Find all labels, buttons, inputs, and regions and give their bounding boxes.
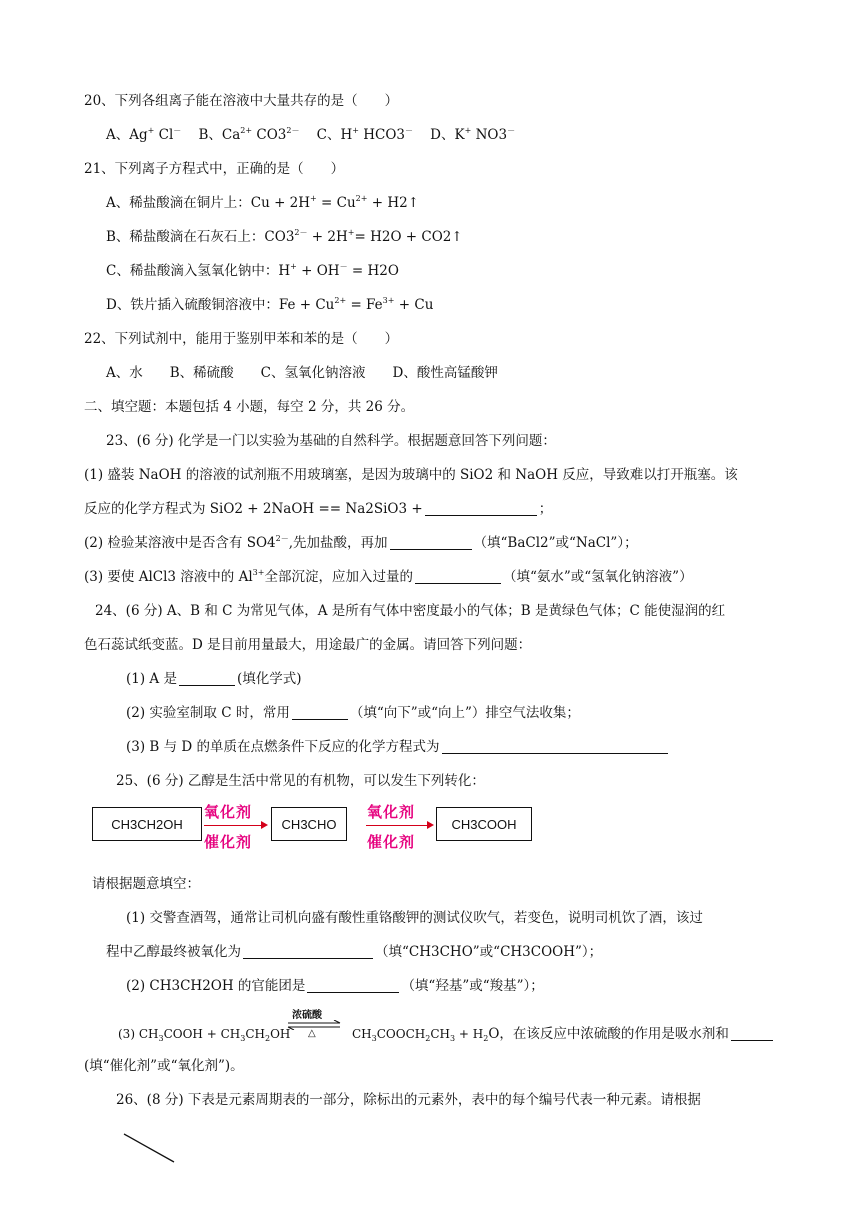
oxidant-label-1: 氧化剂: [204, 803, 253, 821]
q21-option-c: C、稀盐酸滴入氢氧化钠中：H+ + OH－ = H2O: [106, 262, 399, 279]
q23-part2: (2) 检验某溶液中是否含有 $SO4^{2-}$,先加盐酸，再加 （填“BaCl2”或“NaCl”）；: [84, 534, 638, 551]
q22-stem: 22、下列试剂中，能用于鉴别甲苯和苯的是（ ）: [84, 331, 399, 347]
answer-blank[interactable]: [415, 569, 501, 584]
answer-blank[interactable]: [442, 739, 668, 754]
catalyst-label-1: 催化剂: [204, 833, 253, 851]
answer-blank[interactable]: [243, 944, 373, 959]
answer-blank[interactable]: [425, 501, 537, 516]
q21-option-d: D、铁片插入硫酸铜溶液中：$Fe + Cu^{2+} = Fe^{3+} + Cu$: [106, 296, 434, 313]
q21-option-a: A、稀盐酸滴在铜片上：$Cu + 2H^+ = Cu^{2+}$ + H2↑: [106, 194, 420, 211]
q25-part1-line1: (1) 交警查酒驾，通常让司机向盛有酸性重铬酸钾的测试仪吹气，若变色，说明司机饮了酒，该过: [126, 910, 703, 926]
q25-intro: 请根据题意填空：: [92, 876, 200, 892]
q23-part1-line1: (1) 盛装 NaOH 的溶液的试剂瓶不用玻璃塞，是因为玻璃中的 SiO2 和 NaOH 反应，导致难以打开瓶塞。该: [84, 467, 738, 483]
q25-stem: 25、(6 分) 乙醇是生活中常见的有机物，可以发生下列转化：: [116, 773, 485, 789]
q25-part3-left: (3) $CH_3COOH + CH_3CH_2OH$: [118, 1027, 291, 1043]
reversible-arrow: [286, 1006, 344, 1042]
catalyst-label-2: 催化剂: [367, 833, 416, 851]
q26-stem: 26、(8 分) 下表是元素周期表的一部分，除标出的元素外，表中的每个编号代表一种元素。请根据: [116, 1092, 701, 1108]
q24-part1: (1) A 是 (填化学式): [126, 671, 302, 687]
q24-part3: (3) B 与 D 的单质在点燃条件下反应的化学方程式为: [126, 737, 670, 757]
q25-part3-line2: (填“催化剂”或“氧化剂”)。: [84, 1058, 244, 1074]
answer-blank[interactable]: [307, 978, 399, 993]
q23-part3: (3) 要使 AlCl3 溶液中的 $Al^{3+}$全部沉淀，应加入过量的 （填“氨水”或“氢氧化钠溶液”）: [84, 568, 693, 585]
q23-part1-line2: 反应的化学方程式为 SiO2 + 2NaOH == Na2SiO3 + ；: [84, 501, 553, 517]
answer-blank[interactable]: [179, 671, 235, 686]
q25-part3-right: $CH_3COOCH_2CH_3 + H_2O$，在该反应中浓硫酸的作用是吸水剂和: [352, 1024, 775, 1044]
q25-part1-line2: 程中乙醇最终被氧化为 （填“CH3CHO”或“CH3COOH”）；: [106, 944, 603, 960]
q24-part2: (2) 实验室制取 C 时，常用 （填“向下”或“向上”）排空气法收集；: [126, 705, 580, 721]
reaction-arrow-2: [366, 825, 432, 826]
q20-options: A、Ag+ Cl－ B、$Ca^{2+}$ $CO3^{2-}$ C、H+ HCO3－ D、K+ NO3－: [106, 126, 516, 143]
q20-stem: 20、下列各组离子能在溶液中大量共存的是（ ）: [84, 93, 399, 109]
reaction-arrow-1: [204, 825, 266, 826]
table-diagonal-line: [120, 1130, 180, 1168]
q25-part2: (2) CH3CH2OH 的官能团是 （填“羟基”或“羧基”）；: [126, 978, 544, 994]
q23-stem: 23、(6 分) 化学是一门以实验为基础的自然科学。根据题意回答下列问题：: [106, 433, 556, 449]
condition-top: 浓硫酸: [292, 1010, 322, 1021]
condition-heat: △: [308, 1028, 316, 1039]
q22-options: A、水 B、稀硫酸 C、氢氧化钠溶液 D、酸性高锰酸钾: [106, 365, 498, 381]
section-heading: 二、填空题：本题包括 4 小题，每空 2 分，共 26 分。: [84, 399, 415, 415]
q21-option-b: B、稀盐酸滴在石灰石上：$CO3^{2-} + 2H^+= H2O$ + CO2↑: [106, 228, 463, 245]
q21-stem: 21、下列离子方程式中，正确的是（ ）: [84, 161, 345, 177]
answer-blank[interactable]: [731, 1026, 773, 1041]
q24-stem-line2: 色石蕊试纸变蓝。D 是目前用量最大，用途最广的金属。请回答下列问题：: [84, 637, 532, 653]
ethanol-box: CH3CH2OH: [92, 807, 202, 841]
acetic-acid-box: CH3COOH: [436, 807, 532, 841]
acetaldehyde-box: CH3CHO: [271, 807, 347, 841]
oxidant-label-2: 氧化剂: [367, 803, 416, 821]
answer-blank[interactable]: [292, 705, 348, 720]
answer-blank[interactable]: [390, 535, 472, 550]
q24-stem-line1: 24、(6 分) A、B 和 C 为常见气体，A 是所有气体中密度最小的气体；B 是黄绿色气体；C 能使湿润的红: [95, 603, 726, 619]
